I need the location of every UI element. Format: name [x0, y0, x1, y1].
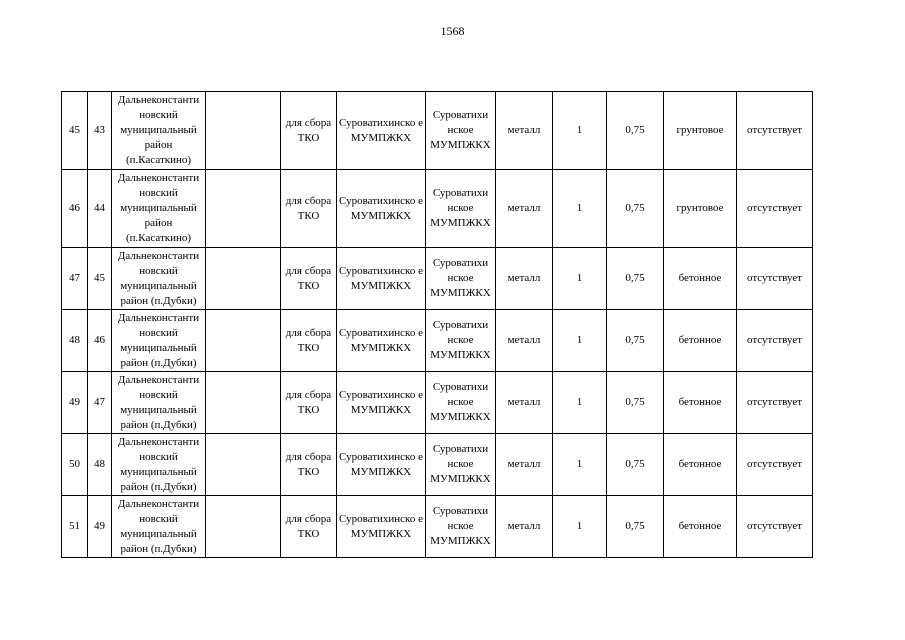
address-cell [206, 496, 281, 558]
container-volume-cell: 0,75 [607, 310, 664, 372]
address-cell [206, 92, 281, 170]
site-number-cell: 48 [88, 434, 112, 496]
operator-cell: Суроватихи нское МУМПЖКХ [426, 372, 496, 434]
location-cell: Дальнеконстанти новский муниципальный район (п.Касаткино) [112, 170, 206, 248]
purpose-cell: для сбора ТКО [281, 310, 337, 372]
row-index-cell: 49 [62, 372, 88, 434]
operator-cell: Суроватихи нское МУМПЖКХ [426, 310, 496, 372]
container-count-cell: 1 [553, 496, 607, 558]
purpose-cell: для сбора ТКО [281, 372, 337, 434]
site-number-cell: 45 [88, 248, 112, 310]
location-cell: Дальнеконстанти новский муниципальный район (п.Дубки) [112, 372, 206, 434]
owner-cell: Суроватихинско е МУМПЖКХ [337, 310, 426, 372]
container-count-cell: 1 [553, 248, 607, 310]
material-cell: металл [496, 496, 553, 558]
row-index-cell: 51 [62, 496, 88, 558]
site-number-cell: 47 [88, 372, 112, 434]
table-row [62, 310, 813, 372]
container-volume-cell: 0,75 [607, 92, 664, 170]
purpose-cell: для сбора ТКО [281, 434, 337, 496]
material-cell: металл [496, 170, 553, 248]
location-cell: Дальнеконстанти новский муниципальный район (п.Дубки) [112, 434, 206, 496]
address-cell [206, 434, 281, 496]
owner-cell: Суроватихинско е МУМПЖКХ [337, 248, 426, 310]
owner-cell: Суроватихинско е МУМПЖКХ [337, 496, 426, 558]
surface-cell: бетонное [664, 248, 737, 310]
material-cell: металл [496, 372, 553, 434]
container-count-cell: 1 [553, 372, 607, 434]
row-index-cell: 48 [62, 310, 88, 372]
operator-cell: Суроватихи нское МУМПЖКХ [426, 248, 496, 310]
registry-table-body [62, 92, 813, 558]
owner-cell: Суроватихинско е МУМПЖКХ [337, 434, 426, 496]
fence-cell: отсутствует [737, 170, 813, 248]
material-cell: металл [496, 92, 553, 170]
material-cell: металл [496, 310, 553, 372]
fence-cell: отсутствует [737, 92, 813, 170]
surface-cell: грунтовое [664, 170, 737, 248]
site-number-cell: 49 [88, 496, 112, 558]
row-index-cell: 46 [62, 170, 88, 248]
page-number: 1568 [440, 24, 465, 38]
fence-cell: отсутствует [737, 496, 813, 558]
material-cell: металл [496, 434, 553, 496]
container-volume-cell: 0,75 [607, 496, 664, 558]
surface-cell: бетонное [664, 496, 737, 558]
address-cell [206, 170, 281, 248]
operator-cell: Суроватихи нское МУМПЖКХ [426, 496, 496, 558]
row-index-cell: 45 [62, 92, 88, 170]
location-cell: Дальнеконстанти новский муниципальный район (п.Дубки) [112, 248, 206, 310]
container-volume-cell: 0,75 [607, 170, 664, 248]
purpose-cell: для сбора ТКО [281, 496, 337, 558]
registry-table [61, 91, 813, 558]
surface-cell: грунтовое [664, 92, 737, 170]
container-volume-cell: 0,75 [607, 372, 664, 434]
container-count-cell: 1 [553, 310, 607, 372]
table-row [62, 248, 813, 310]
location-cell: Дальнеконстанти новский муниципальный район (п.Дубки) [112, 496, 206, 558]
purpose-cell: для сбора ТКО [281, 92, 337, 170]
container-volume-cell: 0,75 [607, 248, 664, 310]
container-count-cell: 1 [553, 434, 607, 496]
table-row [62, 434, 813, 496]
container-count-cell: 1 [553, 170, 607, 248]
location-cell: Дальнеконстанти новский муниципальный район (п.Дубки) [112, 310, 206, 372]
operator-cell: Суроватихи нское МУМПЖКХ [426, 434, 496, 496]
fence-cell: отсутствует [737, 434, 813, 496]
owner-cell: Суроватихинско е МУМПЖКХ [337, 92, 426, 170]
fence-cell: отсутствует [737, 310, 813, 372]
table-row [62, 92, 813, 170]
address-cell [206, 310, 281, 372]
fence-cell: отсутствует [737, 372, 813, 434]
location-cell: Дальнеконстанти новский муниципальный район (п.Касаткино) [112, 92, 206, 170]
container-volume-cell: 0,75 [607, 434, 664, 496]
surface-cell: бетонное [664, 434, 737, 496]
operator-cell: Суроватихи нское МУМПЖКХ [426, 92, 496, 170]
row-index-cell: 47 [62, 248, 88, 310]
fence-cell: отсутствует [737, 248, 813, 310]
site-number-cell: 43 [88, 92, 112, 170]
table-row [62, 170, 813, 248]
address-cell [206, 372, 281, 434]
surface-cell: бетонное [664, 310, 737, 372]
row-index-cell: 50 [62, 434, 88, 496]
material-cell: металл [496, 248, 553, 310]
purpose-cell: для сбора ТКО [281, 248, 337, 310]
container-count-cell: 1 [553, 92, 607, 170]
owner-cell: Суроватихинско е МУМПЖКХ [337, 372, 426, 434]
site-number-cell: 44 [88, 170, 112, 248]
site-number-cell: 46 [88, 310, 112, 372]
owner-cell: Суроватихинско е МУМПЖКХ [337, 170, 426, 248]
surface-cell: бетонное [664, 372, 737, 434]
address-cell [206, 248, 281, 310]
table-row [62, 372, 813, 434]
purpose-cell: для сбора ТКО [281, 170, 337, 248]
table-row [62, 496, 813, 558]
operator-cell: Суроватихи нское МУМПЖКХ [426, 170, 496, 248]
